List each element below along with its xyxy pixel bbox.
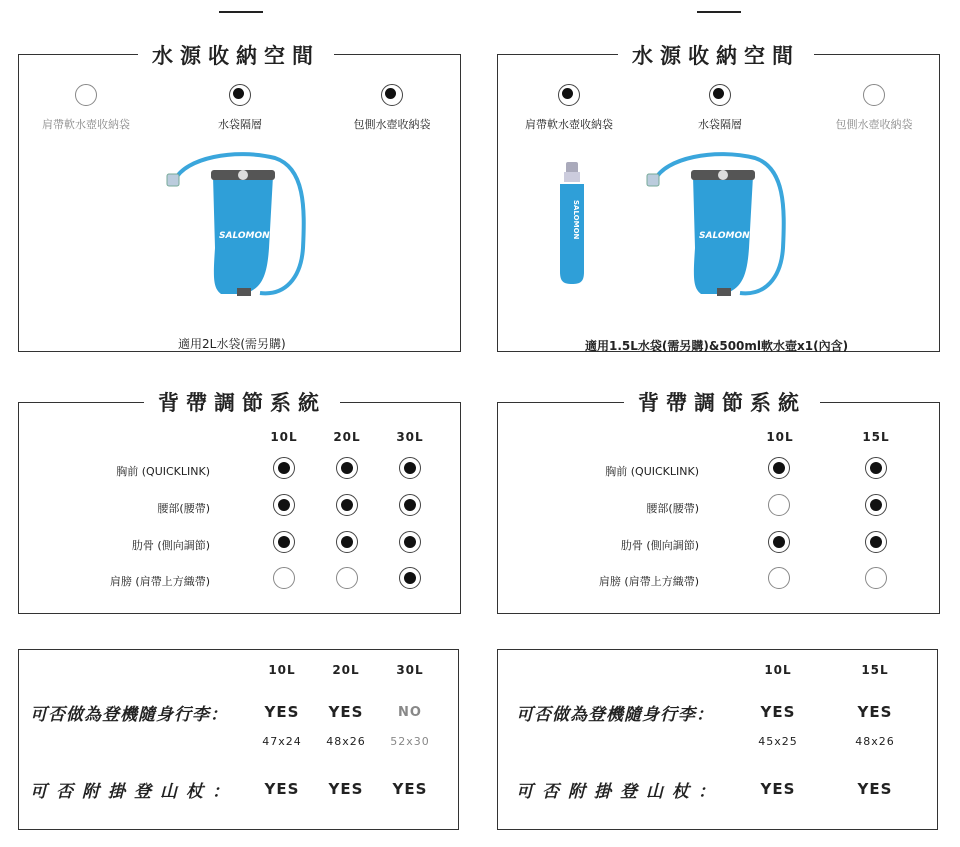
hydration-bladder-image: [165, 148, 315, 303]
radio-selected-icon: [399, 531, 421, 553]
harness-row-label: 肩膀 (肩帶上方織帶): [109, 575, 210, 588]
size-header: 30L: [396, 430, 424, 444]
size-header: 20L: [332, 663, 360, 677]
poles-answer: YES: [857, 780, 893, 798]
carryon-dimensions: 48x26: [855, 735, 895, 748]
flask-brand-text: SALOMON: [572, 200, 580, 240]
carryon-answer: NO: [398, 705, 422, 720]
radio-unselected-icon: [75, 84, 97, 106]
size-header: 15L: [862, 430, 890, 444]
radio-unselected-icon: [336, 567, 358, 589]
harness-cell: [865, 457, 889, 481]
harness-cell: [768, 531, 792, 555]
radio-selected-icon: [381, 84, 403, 106]
radio-selected-icon: [229, 84, 251, 106]
harness-cell: [273, 531, 297, 555]
radio-selected-icon: [709, 84, 731, 106]
carryon-answer: YES: [264, 703, 300, 721]
harness-cell: [768, 457, 792, 481]
poles-answer: YES: [264, 780, 300, 798]
radio-unselected-icon: [863, 84, 885, 106]
left-water-title: 水源收納空間: [138, 40, 334, 70]
harness-cell: [273, 567, 297, 591]
radio-unselected-icon: [768, 494, 790, 516]
carryon-answer: YES: [760, 703, 796, 721]
radio-selected-icon: [399, 494, 421, 516]
carryon-question: 可否做為登機隨身行李：: [516, 705, 714, 725]
radio-unselected-icon: [865, 567, 887, 589]
option-label: 包側水壺收納袋: [353, 118, 431, 131]
option-label: 包側水壺收納袋: [835, 118, 913, 131]
poles-answer: YES: [328, 780, 364, 798]
harness-row-label: 胸前 (QUICKLINK): [116, 465, 210, 478]
right-water-title: 水源收納空間: [618, 40, 814, 70]
carryon-question: 可否做為登機隨身行李：: [30, 705, 228, 725]
harness-cell: [399, 457, 423, 481]
poles-answer: YES: [392, 780, 428, 798]
harness-row-label: 肋骨 (側向調節): [620, 539, 699, 552]
hydration-bladder-image: [645, 148, 795, 303]
radio-selected-icon: [768, 457, 790, 479]
radio-selected-icon: [399, 457, 421, 479]
right-water-option-1: [489, 84, 649, 132]
soft-flask-image: [554, 160, 590, 290]
right-harness-title: 背帶調節系統: [624, 387, 820, 417]
radio-selected-icon: [273, 494, 295, 516]
harness-cell: [336, 457, 360, 481]
carryon-dimensions: 52x30: [390, 735, 430, 748]
size-header: 10L: [268, 663, 296, 677]
option-label: 水袋隔層: [698, 118, 742, 131]
poles-question: 可否附掛登山杖：: [30, 782, 238, 802]
harness-row-label: 胸前 (QUICKLINK): [605, 465, 699, 478]
size-header: 30L: [396, 663, 424, 677]
radio-selected-icon: [768, 531, 790, 553]
harness-cell: [273, 494, 297, 518]
harness-cell: [336, 567, 360, 591]
left-water-caption: 適用2L水袋(需另購): [178, 337, 286, 351]
size-header: 15L: [861, 663, 889, 677]
radio-selected-icon: [273, 531, 295, 553]
harness-cell: [336, 494, 360, 518]
harness-cell: [399, 531, 423, 555]
harness-cell: [865, 494, 889, 518]
carryon-answer: YES: [328, 703, 364, 721]
size-header: 10L: [270, 430, 298, 444]
carryon-dimensions: 47x24: [262, 735, 302, 748]
carryon-dimensions: 45x25: [758, 735, 798, 748]
carryon-answer: YES: [857, 703, 893, 721]
option-label: 肩帶軟水壺收納袋: [525, 118, 613, 131]
size-header: 20L: [333, 430, 361, 444]
right-water-option-3: [794, 84, 954, 132]
harness-cell: [865, 567, 889, 591]
harness-row-label: 肋骨 (側向調節): [131, 539, 210, 552]
poles-question: 可否附掛登山杖：: [516, 782, 724, 802]
harness-cell: [399, 494, 423, 518]
right-water-caption: 適用1.5L水袋(需另購)&500ml軟水壺x1(內含): [585, 339, 849, 353]
harness-cell: [865, 531, 889, 555]
radio-selected-icon: [399, 567, 421, 589]
option-label: 水袋隔層: [218, 118, 262, 131]
radio-selected-icon: [336, 494, 358, 516]
size-header: 10L: [764, 663, 792, 677]
harness-cell: [768, 567, 792, 591]
top-divider-left: [219, 11, 263, 13]
left-water-option-2: [160, 84, 320, 132]
harness-row-label: 肩膀 (肩帶上方織帶): [598, 575, 699, 588]
left-harness-title: 背帶調節系統: [144, 387, 340, 417]
bladder-brand-text: SALOMON: [699, 231, 750, 241]
radio-selected-icon: [558, 84, 580, 106]
left-water-option-1: [6, 84, 166, 132]
harness-row-label: 腰部(腰帶): [157, 502, 210, 515]
harness-cell: [273, 457, 297, 481]
option-label: 肩帶軟水壺收納袋: [42, 118, 130, 131]
carryon-dimensions: 48x26: [326, 735, 366, 748]
harness-cell: [768, 494, 792, 518]
radio-unselected-icon: [273, 567, 295, 589]
radio-selected-icon: [865, 531, 887, 553]
top-divider-right: [697, 11, 741, 13]
radio-selected-icon: [865, 494, 887, 516]
right-water-option-2: [640, 84, 800, 132]
harness-row-label: 腰部(腰帶): [646, 502, 699, 515]
bladder-brand-text: SALOMON: [219, 231, 270, 241]
harness-cell: [336, 531, 360, 555]
radio-unselected-icon: [768, 567, 790, 589]
size-header: 10L: [766, 430, 794, 444]
radio-selected-icon: [336, 457, 358, 479]
radio-selected-icon: [336, 531, 358, 553]
radio-selected-icon: [273, 457, 295, 479]
poles-answer: YES: [760, 780, 796, 798]
radio-selected-icon: [865, 457, 887, 479]
left-water-option-3: [312, 84, 472, 132]
harness-cell: [399, 567, 423, 591]
